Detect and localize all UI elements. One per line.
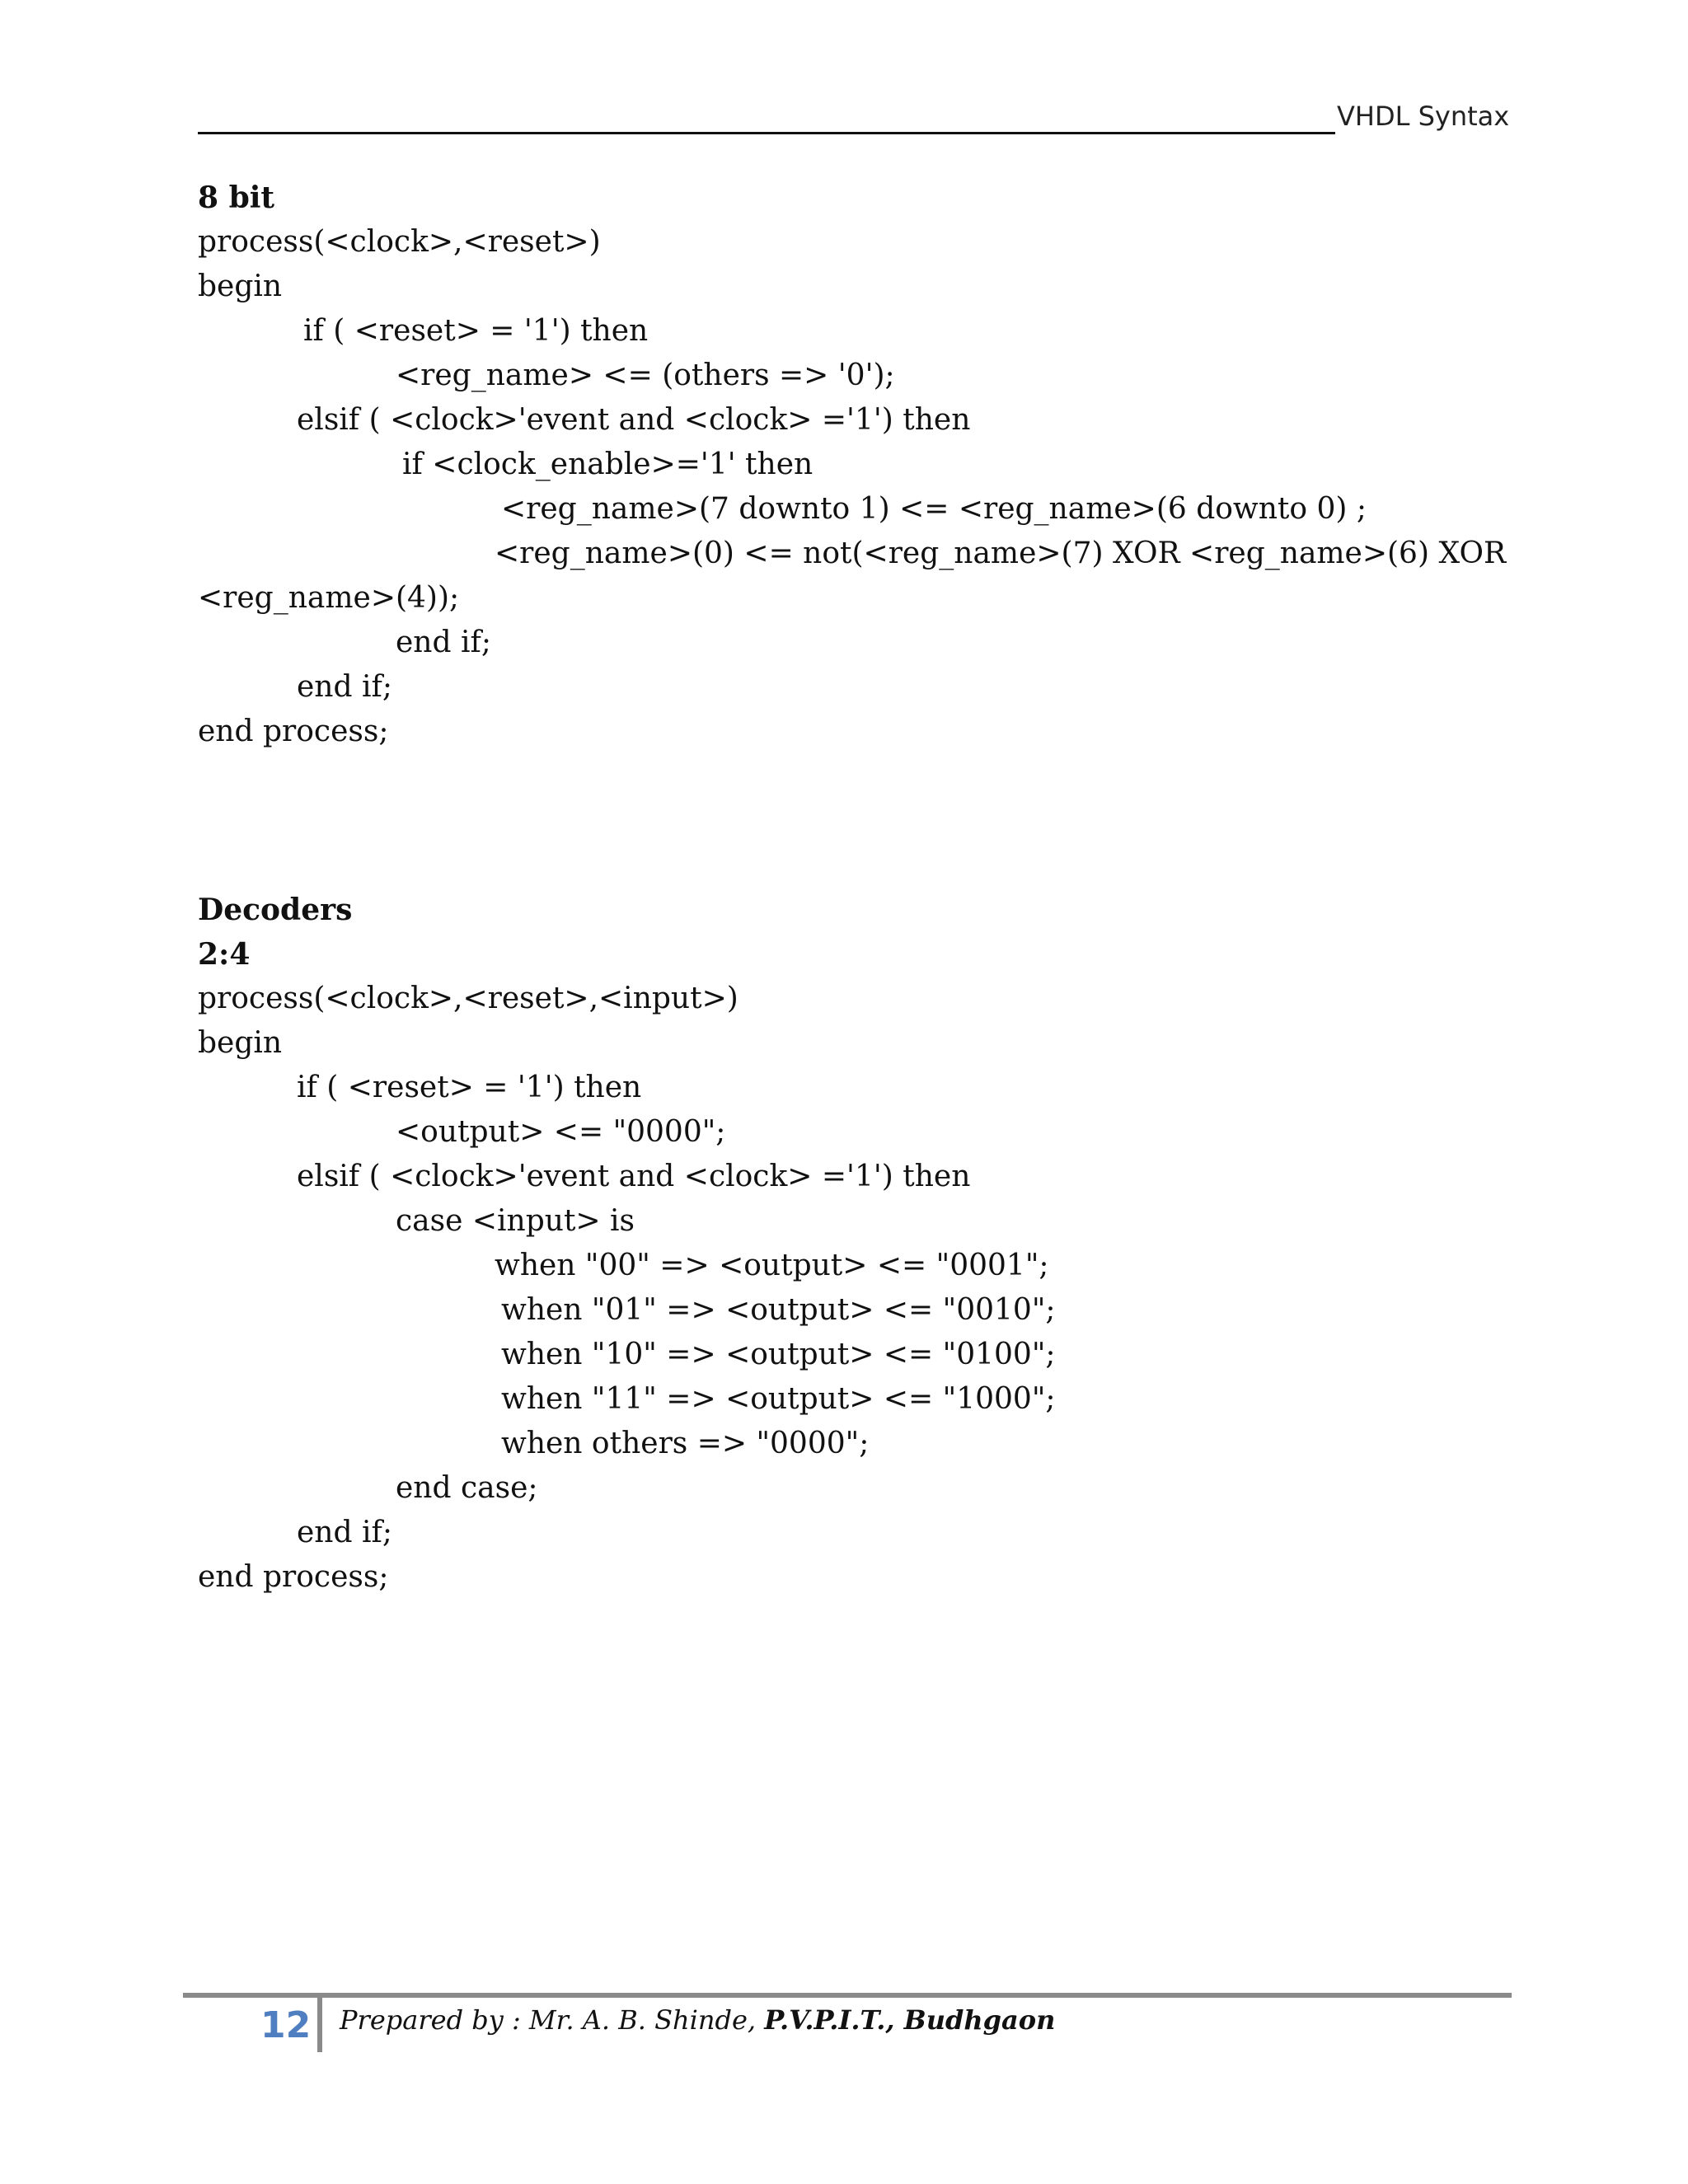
code-line: if ( <reset> = '1') then — [303, 314, 649, 348]
footer-divider — [317, 1994, 322, 2052]
code-line: <reg_name>(4)); — [198, 581, 460, 615]
page-number: 12 — [260, 2004, 312, 2046]
code-line: <reg_name>(7 downto 1) <= <reg_name>(6 downto 0) ; — [501, 492, 1367, 526]
code-line: <reg_name> <= (others => '0'); — [396, 359, 895, 392]
code-line: end if; — [297, 1516, 392, 1549]
code-line: case <input> is — [396, 1204, 635, 1238]
section-heading-decoders: Decoders — [198, 893, 353, 927]
code-line: process(<clock>,<reset>) — [198, 225, 601, 259]
header-title: VHDL Syntax — [1337, 101, 1510, 132]
code-line: end if; — [396, 626, 491, 659]
code-line: when "00" => <output> <= "0001"; — [495, 1249, 1049, 1282]
code-line: if ( <reset> = '1') then — [297, 1071, 642, 1104]
code-line: begin — [198, 1026, 283, 1060]
section-subheading-2to4: 2:4 — [198, 937, 251, 972]
code-line: end process; — [198, 1560, 389, 1594]
code-line: if <clock_enable>='1' then — [402, 448, 814, 481]
footer-institution: P.V.P.I.T., Budhgaon — [764, 2004, 1056, 2036]
code-line: <output> <= "0000"; — [396, 1115, 726, 1149]
code-line: when "11" => <output> <= "1000"; — [501, 1382, 1056, 1416]
code-line: end case; — [396, 1471, 538, 1505]
footer-credit — [340, 2004, 1055, 2036]
footer-rule — [183, 1993, 1512, 1998]
code-line: when "10" => <output> <= "0100"; — [501, 1338, 1056, 1371]
code-line: when others => "0000"; — [501, 1427, 870, 1460]
code-line: when "01" => <output> <= "0010"; — [501, 1293, 1056, 1327]
code-line: elsif ( <clock>'event and <clock> ='1') then — [297, 403, 971, 437]
code-line: <reg_name>(0) <= not(<reg_name>(7) XOR <reg_name>(6) XOR — [495, 537, 1507, 570]
section-heading-8bit: 8 bit — [198, 180, 275, 215]
header-rule — [198, 132, 1335, 134]
code-line: end process; — [198, 715, 389, 748]
code-line: elsif ( <clock>'event and <clock> ='1') then — [297, 1160, 971, 1193]
code-line: process(<clock>,<reset>,<input>) — [198, 982, 738, 1015]
footer-prepared-by: Prepared by : Mr. A. B. Shinde, — [340, 2004, 765, 2036]
code-line: end if; — [297, 670, 392, 704]
code-line: begin — [198, 269, 283, 303]
